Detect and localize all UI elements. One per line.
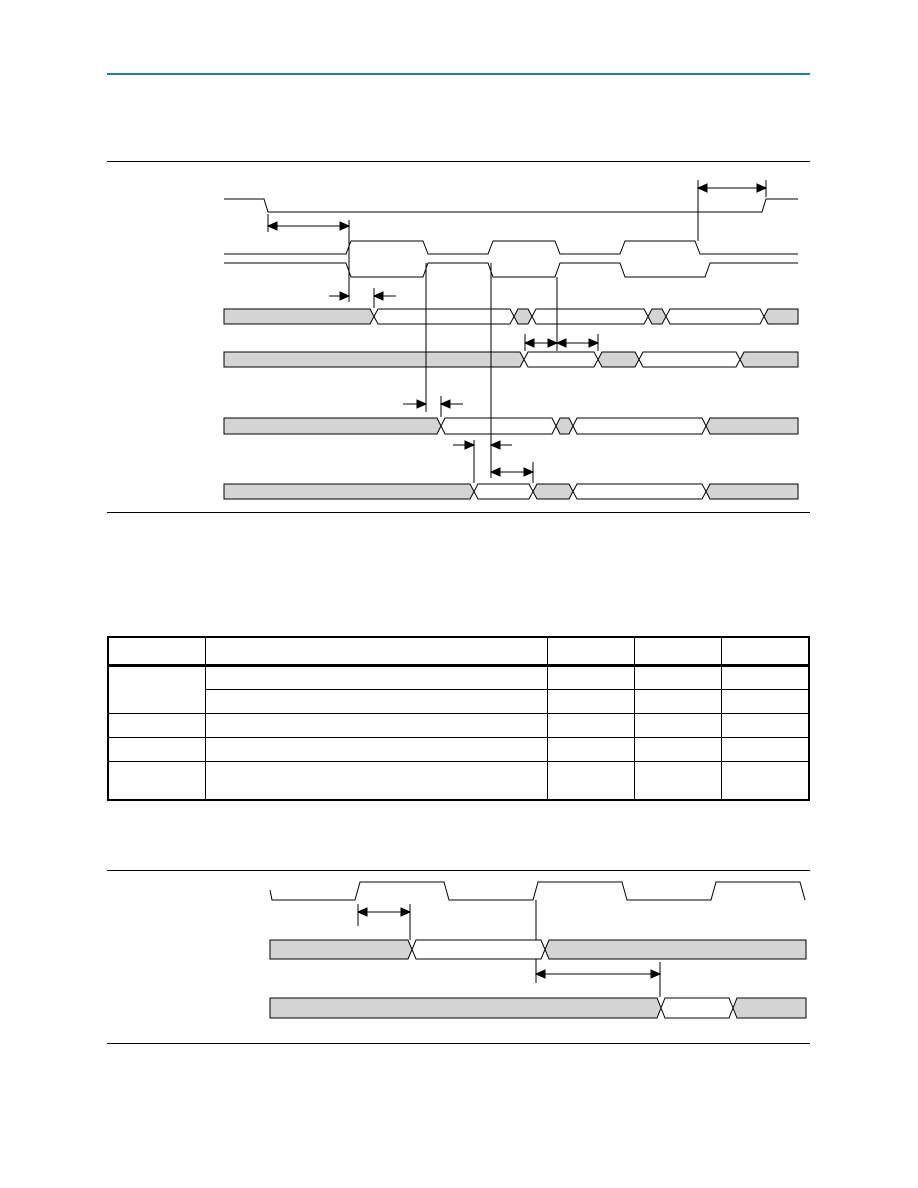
table-cell (634, 665, 721, 689)
table-cell (721, 637, 809, 665)
table-header-row (108, 637, 809, 665)
table-cell (108, 665, 206, 713)
table-cell (206, 737, 548, 761)
figure-1-bottom-rule (107, 512, 810, 513)
table-cell (721, 713, 809, 737)
table-cell (206, 665, 548, 689)
bus-1 (224, 309, 798, 324)
table-cell (108, 637, 206, 665)
strobe-waveform (224, 199, 798, 212)
table-cell (634, 737, 721, 761)
bus-2 (224, 352, 798, 367)
table-cell (721, 665, 809, 689)
table-cell (634, 761, 721, 800)
parameter-table (107, 636, 810, 801)
table-cell (108, 737, 206, 761)
bus-3 (224, 418, 798, 434)
table-cell (548, 713, 635, 737)
bus-4 (224, 484, 798, 499)
table-row (108, 689, 809, 713)
table-cell (108, 761, 206, 800)
table-cell (548, 761, 635, 800)
table-cell (721, 761, 809, 800)
table-cell (108, 713, 206, 737)
table-cell (548, 737, 635, 761)
table-cell (206, 713, 548, 737)
table-row (108, 665, 809, 689)
table-row (108, 713, 809, 737)
figure-2-bottom-rule (107, 1043, 810, 1044)
table-cell (721, 737, 809, 761)
table-row (108, 761, 809, 800)
clock-waveform-b (224, 263, 798, 277)
clock-waveform-2 (270, 882, 805, 900)
bus-5 (270, 940, 806, 959)
table-cell (548, 665, 635, 689)
figure-2-top-rule (107, 870, 810, 871)
table-cell (548, 689, 635, 713)
table-cell (206, 689, 548, 713)
table-cell (721, 689, 809, 713)
clock-waveform-a (224, 241, 798, 254)
table-cell (206, 637, 548, 665)
table-cell (634, 689, 721, 713)
table-row (108, 737, 809, 761)
table-cell (548, 637, 635, 665)
table-cell (634, 713, 721, 737)
table-cell (206, 761, 548, 800)
table-cell (634, 637, 721, 665)
bus-6 (270, 998, 806, 1018)
